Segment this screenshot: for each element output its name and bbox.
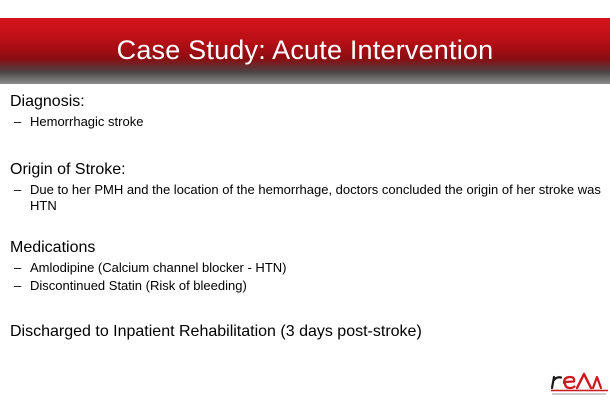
re-logo-icon [548,368,610,398]
section-discharge [10,322,602,342]
section-heading: Diagnosis: [10,93,85,110]
bullet-item [10,278,602,294]
section-origin-of-stroke [10,160,602,214]
section-diagnosis [10,92,602,130]
bullet-text: Due to her PMH and the location of the hemorrhage, doctors concluded the origin of her stroke was HTN [30,182,601,213]
bullet-text: Amlodipine (Calcium channel blocker - HTN) [30,260,287,275]
section-heading: Origin of Stroke: [10,161,126,178]
bullet-dash: – [14,182,22,197]
bullet-dash: – [14,260,22,275]
bullet-text: Discontinued Statin (Risk of bleeding) [30,278,247,293]
section-heading: Medications [10,239,96,256]
title-band [0,18,610,84]
bullet-item [10,114,602,130]
bullet-item [10,260,602,276]
section-medications [10,238,602,294]
bullet-text: Hemorrhagic stroke [30,114,144,129]
section-heading: Discharged to Inpatient Rehabilitation (3 days post-stroke) [10,323,422,340]
slide-title: Case Study: Acute Intervention [116,34,494,65]
bullet-dash: – [14,278,22,293]
bullet-item [10,182,602,214]
bullet-dash: – [14,114,22,129]
